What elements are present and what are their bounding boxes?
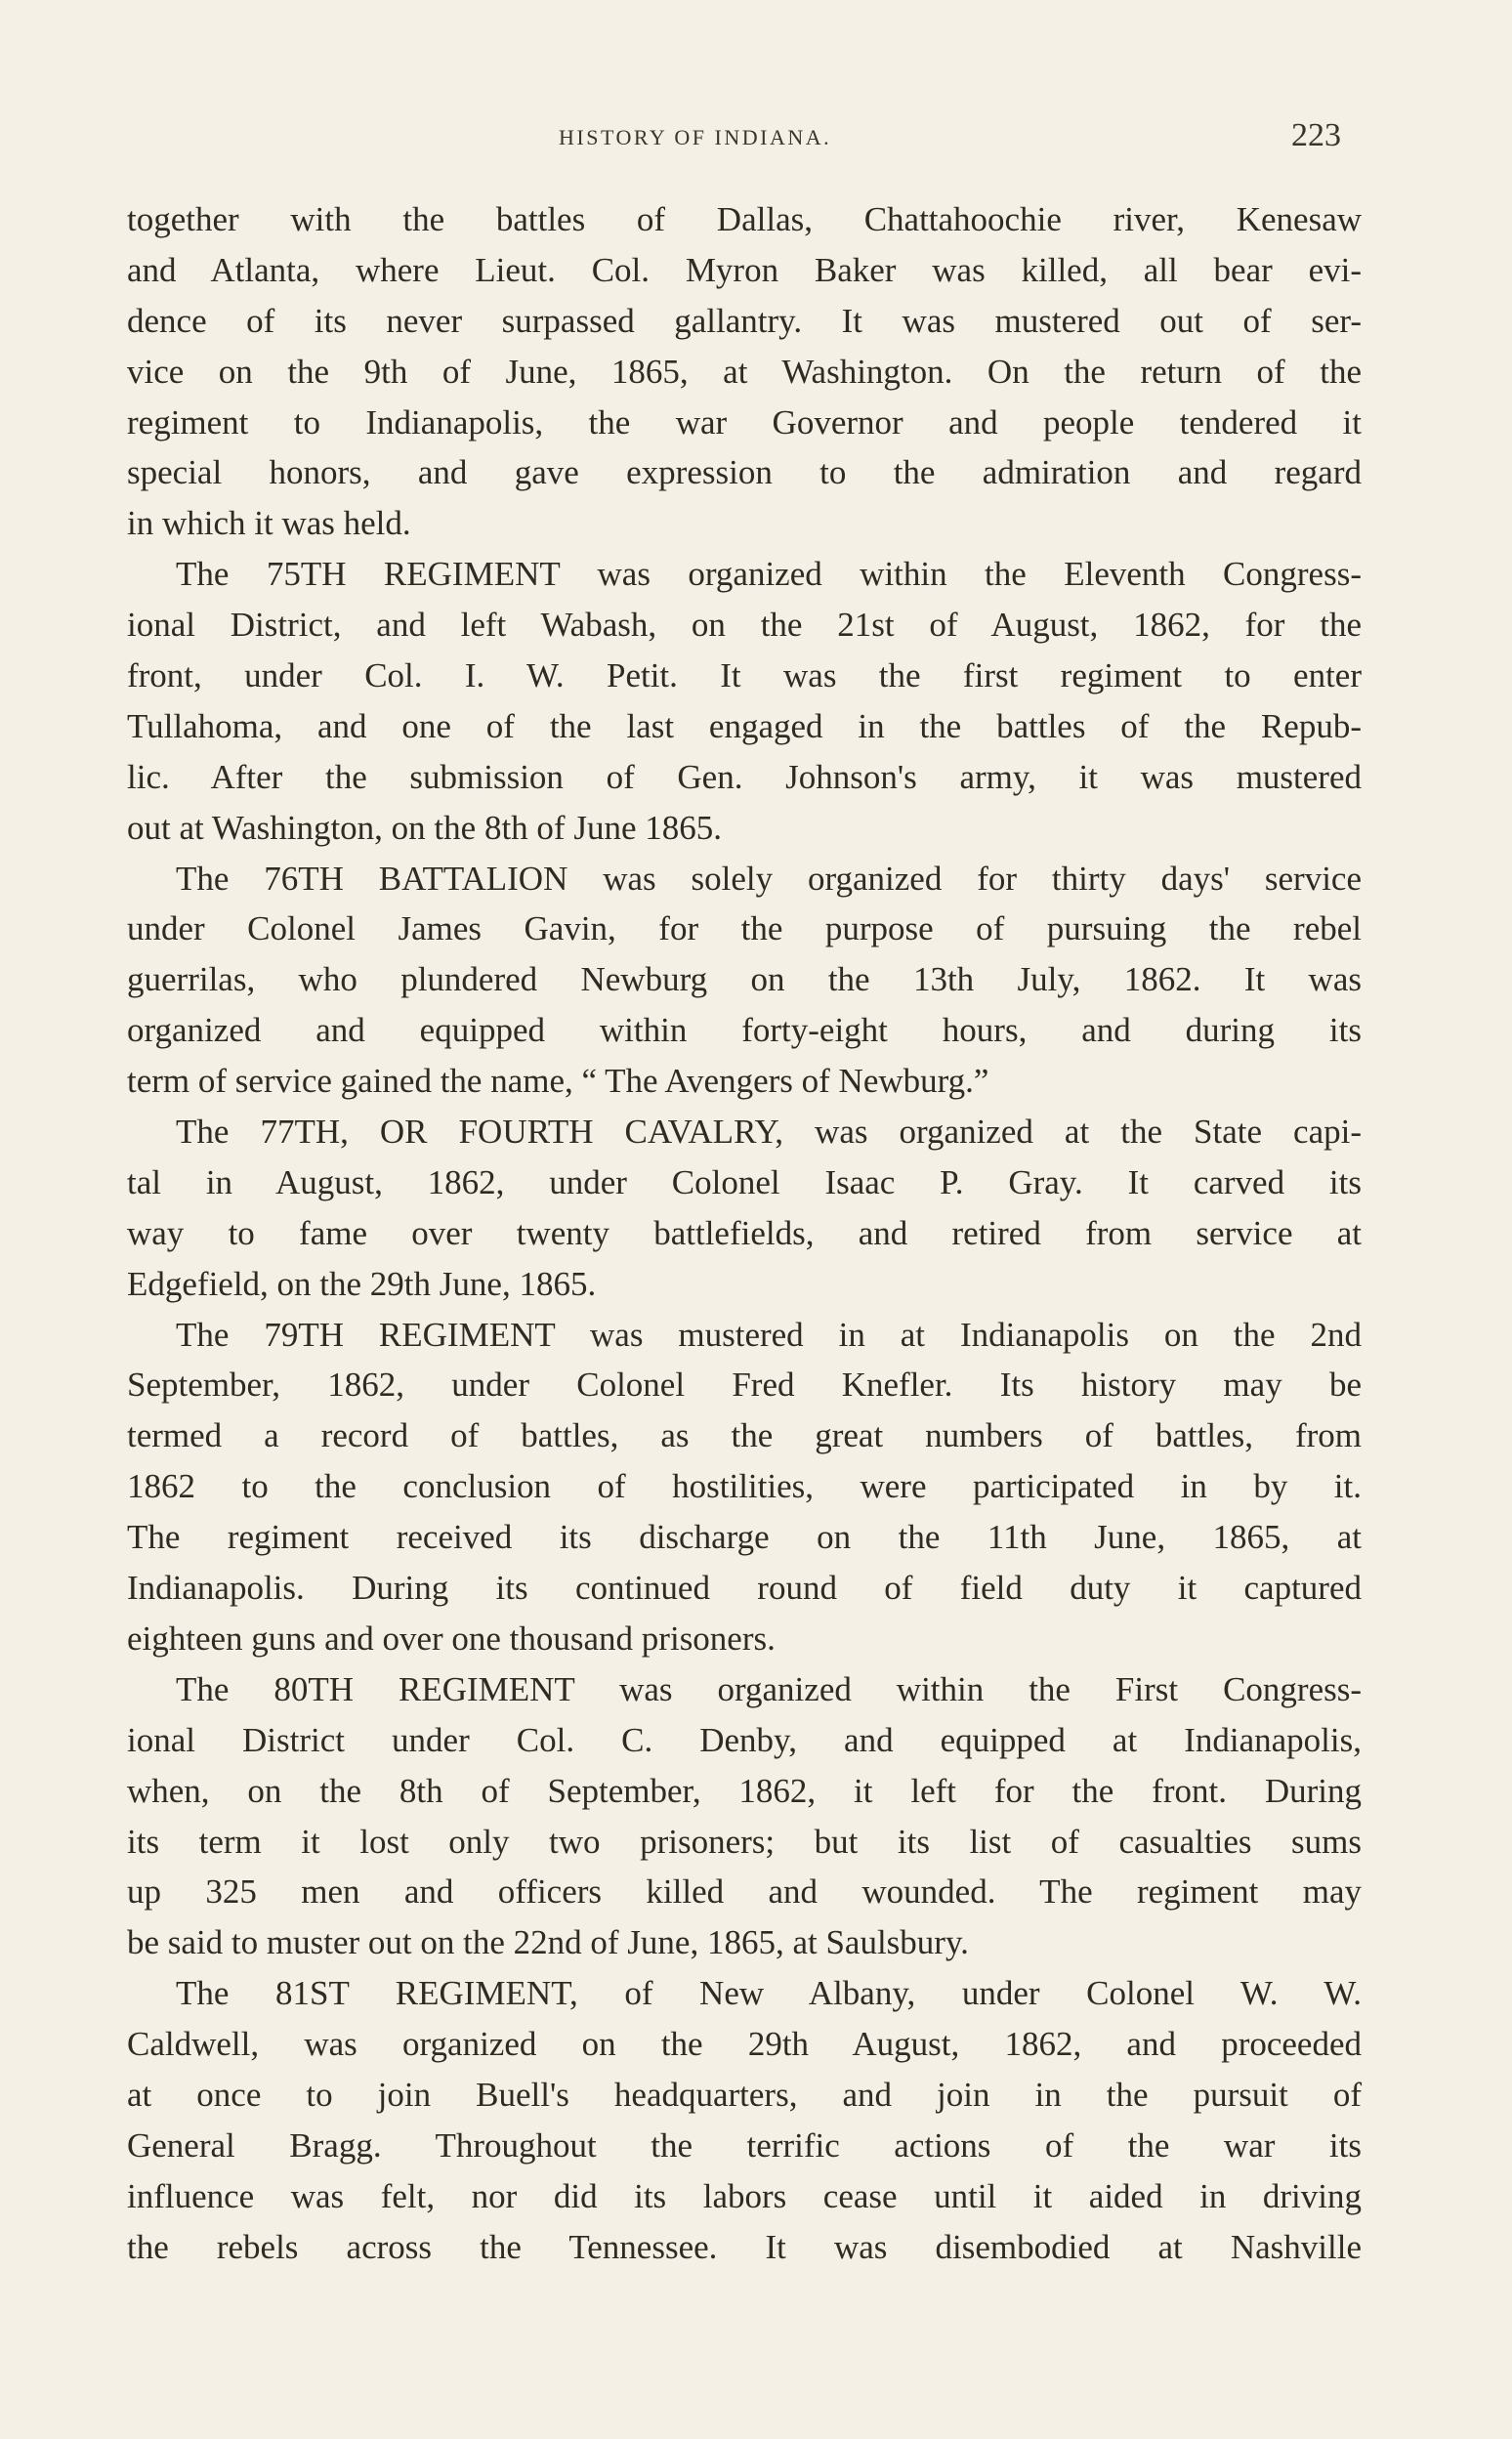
text-line: term of service gained the name, “ The Avengers of Newburg.” — [127, 1062, 989, 1101]
body-text — [127, 194, 1362, 2273]
text-line: organized and equipped within forty-eight hours, and during its — [127, 1011, 1362, 1050]
text-line: September, 1862, under Colonel Fred Knefler. Its history may be — [127, 1366, 1362, 1405]
text-line: influence was felt, nor did its labors cease until it aided in driving — [127, 2176, 1362, 2215]
text-line: special honors, and gave expression to the admiration and regard — [127, 453, 1362, 492]
text-line: under Colonel James Gavin, for the purpose of pursuing the rebel — [127, 909, 1362, 948]
paragraph-first-line: The 79TH REGIMENT was mustered in at Indianapolis on the 2nd — [176, 1315, 1362, 1354]
text-line: regiment to Indianapolis, the war Governor and people tendered it — [127, 402, 1362, 442]
text-line: 1862 to the conclusion of hostilities, were participated in by it. — [127, 1467, 1362, 1506]
text-line: out at Washington, on the 8th of June 1865. — [127, 808, 722, 847]
paragraph-first-line: The 77TH, OR FOURTH CAVALRY, was organized at the State capi- — [176, 1113, 1362, 1152]
text-line: The regiment received its discharge on the 11th June, 1865, at — [127, 1518, 1362, 1557]
text-line: in which it was held. — [127, 504, 411, 543]
text-line: front, under Col. I. W. Petit. It was the first regiment to enter — [127, 656, 1362, 695]
text-line: and Atlanta, where Lieut. Col. Myron Baker was killed, all bear evi- — [127, 250, 1362, 289]
running-title: HISTORY OF INDIANA. — [559, 125, 832, 149]
text-line: Tullahoma, and one of the last engaged in the battles of the Repub- — [127, 706, 1362, 745]
text-line: the rebels across the Tennessee. It was disembodied at Nashville — [127, 2227, 1362, 2266]
paragraph-first-line: The 80TH REGIMENT was organized within the First Congress- — [176, 1669, 1362, 1708]
text-line: General Bragg. Throughout the terrific actions of the war its — [127, 2125, 1362, 2165]
text-line: guerrilas, who plundered Newburg on the 13th July, 1862. It was — [127, 960, 1362, 999]
text-line: its term it lost only two prisoners; but its list of casualties sums — [127, 1822, 1362, 1861]
text-line: together with the battles of Dallas, Chattahoochie river, Kenesaw — [127, 200, 1362, 238]
text-line: be said to muster out on the 22nd of June, 1865, at Saulsbury. — [127, 1923, 969, 1962]
text-line: tal in August, 1862, under Colonel Isaac P. Gray. It carved its — [127, 1162, 1362, 1201]
text-line: vice on the 9th of June, 1865, at Washington. On the return of the — [127, 352, 1362, 391]
text-line: termed a record of battles, as the great numbers of battles, from — [127, 1416, 1362, 1455]
text-line: Caldwell, was organized on the 29th August, 1862, and proceeded — [127, 2025, 1362, 2064]
text-line: way to fame over twenty battlefields, and retired from service at — [127, 1213, 1362, 1252]
paragraph-first-line: The 76TH BATTALION was solely organized for thirty days' service — [176, 859, 1362, 898]
text-line: ional District, and left Wabash, on the 21st of August, 1862, for the — [127, 606, 1362, 645]
text-line: at once to join Buell's headquarters, and join in the pursuit of — [127, 2075, 1362, 2114]
text-line: when, on the 8th of September, 1862, it left for the front. During — [127, 1771, 1362, 1810]
running-header — [0, 117, 1512, 156]
text-line: ional District under Col. C. Denby, and equipped at Indianapolis, — [127, 1720, 1362, 1759]
paragraph-first-line: The 75TH REGIMENT was organized within the Eleventh Congress- — [176, 555, 1362, 594]
text-line: Edgefield, on the 29th June, 1865. — [127, 1264, 597, 1303]
text-line: lic. After the submission of Gen. Johnson's army, it was mustered — [127, 757, 1362, 796]
text-line: dence of its never surpassed gallantry. It was mustered out of ser- — [127, 301, 1362, 340]
text-line: up 325 men and officers killed and wounded. The regiment may — [127, 1872, 1362, 1912]
paragraph-first-line: The 81ST REGIMENT, of New Albany, under Colonel W. W. — [176, 1974, 1362, 2013]
page-number: 223 — [1291, 117, 1341, 153]
text-line: Indianapolis. During its continued round of field duty it captured — [127, 1569, 1362, 1608]
text-line: eighteen guns and over one thousand prisoners. — [127, 1619, 776, 1658]
